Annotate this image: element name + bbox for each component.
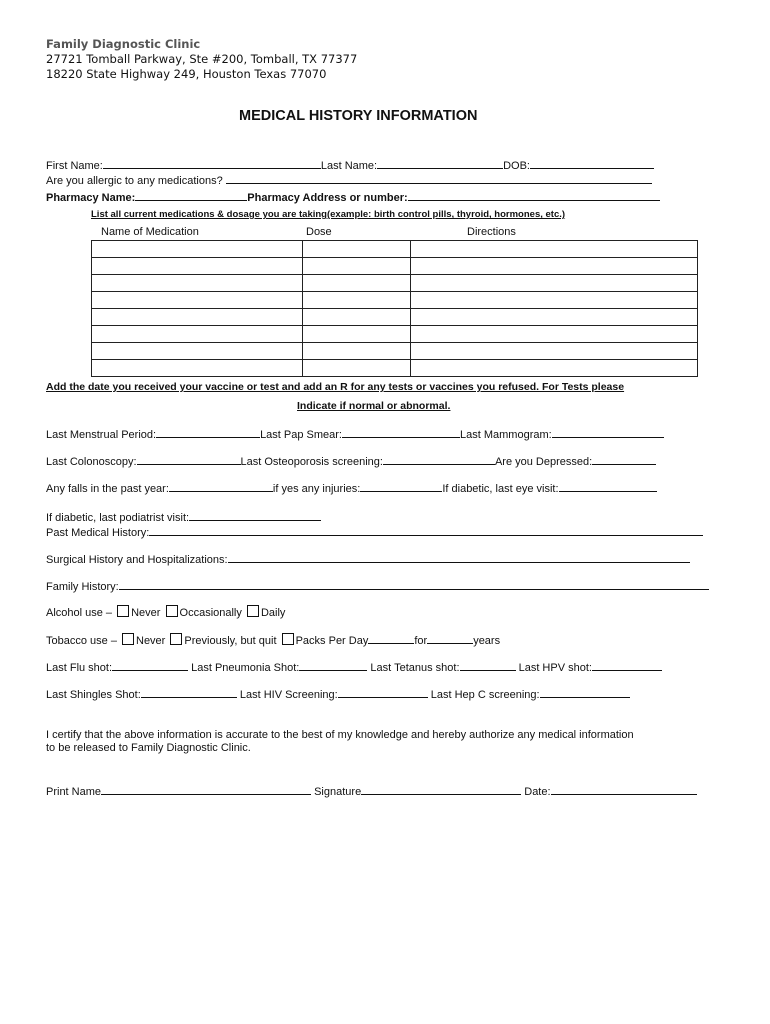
col-directions: Directions — [467, 226, 516, 238]
tobacco-packs-checkbox[interactable] — [282, 633, 294, 645]
alcohol-daily-label: Daily — [260, 607, 286, 619]
alcohol-never-label: Never — [131, 607, 161, 619]
medication-cell[interactable] — [92, 360, 303, 377]
date-field[interactable] — [551, 783, 697, 795]
dose-cell[interactable] — [303, 275, 411, 292]
screening-row-3 — [46, 480, 657, 495]
pneumonia-field[interactable] — [299, 659, 367, 671]
tobacco-never-checkbox[interactable] — [122, 633, 134, 645]
past-medical-field[interactable] — [149, 524, 703, 536]
directions-cell[interactable] — [411, 326, 698, 343]
first-name-field[interactable] — [103, 157, 321, 169]
dose-cell[interactable] — [303, 343, 411, 360]
pap-field[interactable] — [342, 426, 460, 438]
table-row — [92, 326, 698, 343]
eye-visit-label: If diabetic, last eye visit: — [442, 483, 559, 495]
alcohol-row — [46, 605, 285, 619]
packs-field[interactable] — [368, 632, 414, 644]
screening-row-2 — [46, 453, 656, 468]
tobacco-years-label: years — [473, 635, 501, 647]
pharmacy-name-label: Pharmacy Name: — [46, 192, 136, 204]
screening-row-1 — [46, 426, 664, 441]
directions-cell[interactable] — [411, 360, 698, 377]
mammogram-label: Last Mammogram: — [460, 429, 552, 441]
medication-cell[interactable] — [92, 258, 303, 275]
tobacco-previously-label: Previously, but quit — [184, 635, 277, 647]
signature-label: Signature — [314, 786, 362, 798]
directions-cell[interactable] — [411, 292, 698, 309]
hpv-field[interactable] — [592, 659, 662, 671]
falls-label: Any falls in the past year: — [46, 483, 169, 495]
allergy-row — [46, 172, 652, 187]
pharmacy-name-field[interactable] — [135, 189, 247, 201]
pneumonia-label: Last Pneumonia Shot: — [191, 662, 300, 674]
podiatrist-field[interactable] — [189, 509, 321, 521]
medication-cell[interactable] — [92, 343, 303, 360]
depressed-label: Are you Depressed: — [494, 456, 593, 468]
family-label: Family History: — [46, 581, 119, 593]
tetanus-field[interactable] — [460, 659, 516, 671]
menstrual-field[interactable] — [156, 426, 260, 438]
eye-visit-field[interactable] — [559, 480, 657, 492]
dose-cell[interactable] — [303, 292, 411, 309]
table-row — [92, 275, 698, 292]
alcohol-daily-checkbox[interactable] — [247, 605, 259, 617]
hpv-label: Last HPV shot: — [518, 662, 592, 674]
dob-field[interactable] — [530, 157, 654, 169]
allergy-label: Are you allergic to any medications? — [46, 175, 223, 187]
tobacco-row — [46, 632, 500, 647]
directions-cell[interactable] — [411, 343, 698, 360]
col-medication-name: Name of Medication — [101, 226, 199, 238]
tobacco-previously-checkbox[interactable] — [170, 633, 182, 645]
podiatrist-label: If diabetic, last podiatrist visit: — [46, 512, 190, 524]
form-title: MEDICAL HISTORY INFORMATION — [239, 108, 478, 124]
medication-cell[interactable] — [92, 292, 303, 309]
table-row — [92, 343, 698, 360]
medication-cell[interactable] — [92, 326, 303, 343]
podiatrist-row — [46, 509, 321, 524]
col-dose: Dose — [306, 226, 332, 238]
dose-cell[interactable] — [303, 326, 411, 343]
table-row — [92, 292, 698, 309]
alcohol-occasionally-checkbox[interactable] — [166, 605, 178, 617]
hepc-field[interactable] — [540, 686, 630, 698]
medications-table — [91, 240, 698, 377]
tobacco-label: Tobacco use – — [46, 635, 117, 647]
vaccines-row-1 — [46, 659, 662, 674]
dose-cell[interactable] — [303, 258, 411, 275]
tetanus-label: Last Tetanus shot: — [370, 662, 460, 674]
pap-label: Last Pap Smear: — [260, 429, 342, 441]
dose-cell[interactable] — [303, 309, 411, 326]
shingles-field[interactable] — [141, 686, 237, 698]
menstrual-label: Last Menstrual Period: — [46, 429, 157, 441]
certify-line1: I certify that the above information is accurate to the best of my knowledge and hereby authorize any medical information — [46, 729, 634, 741]
surgical-field[interactable] — [228, 551, 690, 563]
clinic-address-2: 18220 State Highway 249, Houston Texas 77070 — [46, 67, 327, 81]
clinic-name: Family Diagnostic Clinic — [46, 37, 201, 51]
osteoporosis-field[interactable] — [383, 453, 495, 465]
directions-cell[interactable] — [411, 275, 698, 292]
vaccines-row-2 — [46, 686, 630, 701]
table-row — [92, 258, 698, 275]
directions-cell[interactable] — [411, 258, 698, 275]
name-row — [46, 157, 654, 172]
family-field[interactable] — [119, 578, 709, 590]
shingles-label: Last Shingles Shot: — [46, 689, 141, 701]
signature-row — [46, 783, 697, 798]
hiv-field[interactable] — [338, 686, 428, 698]
print-name-field[interactable] — [101, 783, 311, 795]
print-name-label: Print Name — [46, 786, 102, 798]
directions-cell[interactable] — [411, 241, 698, 258]
medication-cell[interactable] — [92, 275, 303, 292]
last-name-field[interactable] — [377, 157, 503, 169]
table-row — [92, 241, 698, 258]
pharmacy-row — [46, 189, 660, 204]
certify-line2: to be released to Family Diagnostic Clinic. — [46, 742, 251, 754]
alcohol-occasionally-label: Occasionally — [179, 607, 242, 619]
tobacco-packs-label: Packs Per Day — [295, 635, 369, 647]
medication-cell[interactable] — [92, 241, 303, 258]
osteoporosis-label: Last Osteoporosis screening: — [240, 456, 383, 468]
table-row — [92, 360, 698, 377]
alcohol-never-checkbox[interactable] — [117, 605, 129, 617]
signature-field[interactable] — [361, 783, 521, 795]
vaccine-note-line1: Add the date you received your vaccine or test and add an R for any tests or vaccines you refused. For Tests please — [46, 381, 625, 393]
dose-cell[interactable] — [303, 360, 411, 377]
colonoscopy-label: Last Colonoscopy: — [46, 456, 137, 468]
flu-field[interactable] — [112, 659, 188, 671]
vaccine-note-line2: Indicate if normal or abnormal. — [297, 400, 451, 412]
hiv-label: Last HIV Screening: — [239, 689, 338, 701]
past-medical-row — [46, 524, 703, 539]
directions-cell[interactable] — [411, 309, 698, 326]
medication-cell[interactable] — [92, 309, 303, 326]
tobacco-for-label: for — [414, 635, 428, 647]
falls-field[interactable] — [169, 480, 273, 492]
surgical-row — [46, 551, 690, 566]
dob-label: DOB: — [503, 160, 530, 172]
dose-cell[interactable] — [303, 241, 411, 258]
flu-label: Last Flu shot: — [46, 662, 113, 674]
past-medical-label: Past Medical History: — [46, 527, 150, 539]
injuries-label: if yes any injuries: — [272, 483, 361, 495]
pharmacy-address-label: Pharmacy Address or number: — [247, 192, 408, 204]
hepc-label: Last Hep C screening: — [430, 689, 540, 701]
surgical-label: Surgical History and Hospitalizations: — [46, 554, 228, 566]
depressed-field[interactable] — [592, 453, 656, 465]
first-name-label: First Name: — [46, 160, 103, 172]
family-row — [46, 578, 709, 593]
table-row — [92, 309, 698, 326]
colonoscopy-field[interactable] — [137, 453, 241, 465]
pharmacy-address-field[interactable] — [408, 189, 660, 201]
alcohol-label: Alcohol use – — [46, 607, 113, 619]
mammogram-field[interactable] — [552, 426, 664, 438]
injuries-field[interactable] — [360, 480, 442, 492]
tobacco-never-label: Never — [136, 635, 166, 647]
clinic-address-1: 27721 Tomball Parkway, Ste #200, Tomball, TX 77377 — [46, 52, 358, 66]
last-name-label: Last Name: — [320, 160, 378, 172]
allergy-field[interactable] — [226, 172, 652, 184]
date-label: Date: — [524, 786, 551, 798]
medications-instruction: List all current medications & dosage you are taking(example: birth control pills, thyroid, hormones, etc.) — [91, 209, 566, 220]
years-field[interactable] — [427, 632, 473, 644]
